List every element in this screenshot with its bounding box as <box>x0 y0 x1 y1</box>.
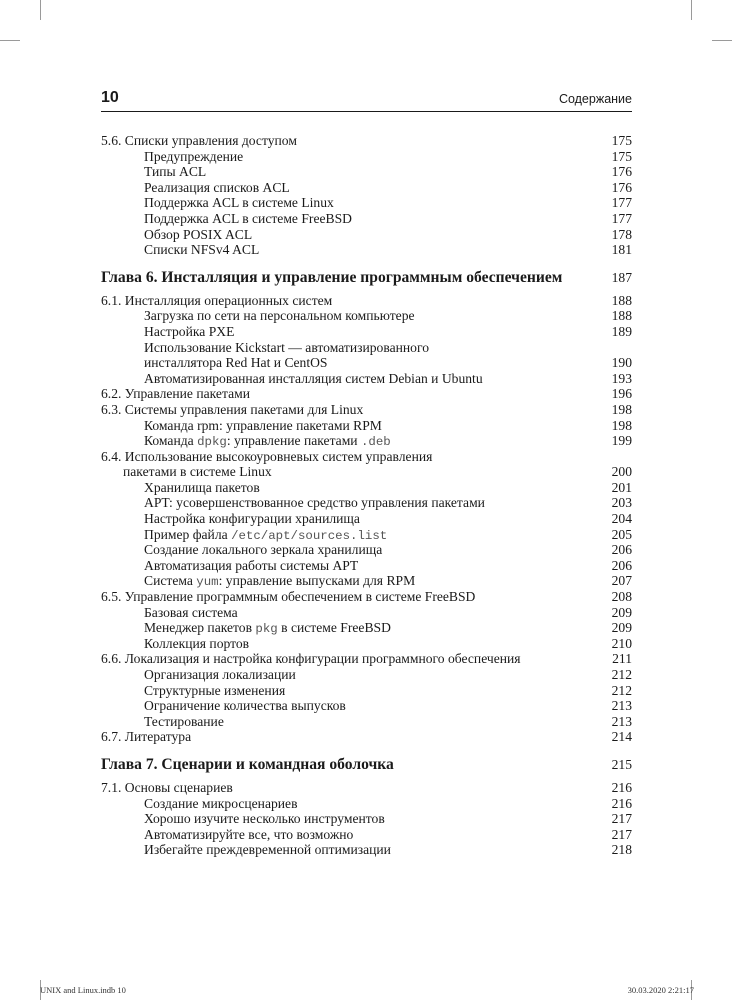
toc-page-number: 176 <box>611 179 632 195</box>
toc-page-number: 201 <box>611 479 632 495</box>
toc-entry-title: Предупреждение <box>144 148 244 164</box>
header-rule <box>101 111 632 112</box>
toc-entry-title: 7.1. Основы сценариев <box>101 779 233 795</box>
toc-entry-title: 6.6. Локализация и настройка конфигурации программного обеспечения <box>101 651 521 667</box>
toc-entry-title: Настройка конфигурации хранилища <box>144 511 360 527</box>
toc-entry-title: Хорошо изучите несколько инструментов <box>144 811 385 827</box>
toc-entry-title: 6.4. Использование высокоуровневых систем управления <box>101 448 433 464</box>
toc-subsection-entry[interactable] <box>101 195 632 211</box>
code-literal: /etc/apt/sources.list <box>231 528 388 543</box>
toc-page-number: 187 <box>611 269 632 285</box>
toc-subsection-entry[interactable] <box>101 796 632 812</box>
toc-entry-title: Глава 7. Сценарии и командная оболочка <box>101 755 394 773</box>
toc-section-entry[interactable] <box>101 402 632 418</box>
toc-entry-title: Автоматизированная инсталляция систем Debian и Ubuntu <box>144 370 483 386</box>
toc-subsection-entry[interactable] <box>101 542 632 558</box>
toc-page-number: 196 <box>611 386 632 402</box>
toc-title-text: : управление выпусками для RPM <box>218 573 416 589</box>
toc-entry-title: Избегайте преждевременной оптимизации <box>144 842 391 858</box>
toc-page-number: 189 <box>611 323 632 339</box>
toc-entry-title: Типы ACL <box>144 164 207 180</box>
toc-subsection-entry[interactable] <box>101 418 632 434</box>
toc-page-number: 198 <box>611 417 632 433</box>
toc-page-number: 178 <box>611 226 632 242</box>
toc-subsection-entry[interactable] <box>101 371 632 387</box>
toc-page-number: 208 <box>611 589 632 605</box>
toc-section-entry[interactable] <box>101 651 632 667</box>
toc-subsection-entry[interactable] <box>101 324 632 340</box>
toc-page-number: 206 <box>611 557 632 573</box>
code-literal: dpkg <box>197 435 227 450</box>
crop-mark-top-right <box>691 0 692 20</box>
toc-page-number: 210 <box>611 635 632 651</box>
toc-page-number: 188 <box>611 292 632 308</box>
toc-entry-title: 5.6. Списки управления доступом <box>101 133 297 148</box>
footer-timestamp: 30.03.2020 2:21:17 <box>627 985 694 995</box>
toc-section-entry[interactable] <box>101 729 632 745</box>
toc-entry-title: Ограничение количества выпусков <box>144 698 346 714</box>
toc-entry-title: пакетами в системе Linux <box>123 464 272 480</box>
toc-entry-title: 6.1. Инсталляция операционных систем <box>101 292 333 308</box>
toc-subsection-entry[interactable] <box>101 511 632 527</box>
toc-entry-title: Использование Kickstart — автоматизированного <box>144 339 429 355</box>
running-title: Содержание <box>558 92 632 106</box>
toc-page-number: 188 <box>611 308 632 324</box>
toc-subsection-entry[interactable] <box>101 636 632 652</box>
crop-mark-left-top <box>0 40 20 41</box>
code-literal: .deb <box>360 435 391 450</box>
toc-page-number: 176 <box>611 164 632 180</box>
toc-entry-title: Создание локального зеркала хранилища <box>144 542 383 558</box>
toc-page-number: 213 <box>611 698 632 714</box>
toc-chapter-entry[interactable] <box>101 754 632 776</box>
toc-section-entry[interactable] <box>101 780 632 796</box>
toc-title-text: : управление пакетами <box>226 433 361 449</box>
toc-page-number: 217 <box>611 811 632 827</box>
toc-page-number: 214 <box>611 729 632 745</box>
crop-mark-right-top <box>712 40 732 41</box>
toc-subsection-entry[interactable] <box>101 842 632 858</box>
toc-subsection-entry[interactable] <box>101 480 632 496</box>
toc-page-number: 181 <box>611 242 632 258</box>
toc-page-number: 213 <box>611 713 632 729</box>
crop-mark-top-left <box>40 0 41 20</box>
toc-page-number: 199 <box>611 433 632 449</box>
toc-page-number: 177 <box>611 210 632 226</box>
code-literal: pkg <box>255 622 278 637</box>
toc-section-entry[interactable] <box>101 293 632 309</box>
toc-page-number: 205 <box>611 526 632 542</box>
toc-section-entry[interactable] <box>101 133 632 149</box>
toc-page-number: 218 <box>611 842 632 858</box>
toc-page-number: 203 <box>611 495 632 511</box>
footer-file-info: UNIX and Linux.indb 10 <box>40 985 126 995</box>
toc-subsection-entry[interactable] <box>101 211 632 227</box>
toc-subsection-entry[interactable] <box>101 433 632 449</box>
toc-page-number: 175 <box>611 148 632 164</box>
toc-title-text: Команда <box>144 433 198 449</box>
toc-section-entry[interactable] <box>101 589 632 605</box>
page-number: 10 <box>101 89 119 106</box>
toc-section-entry[interactable] <box>101 449 632 465</box>
toc-entry-title: 6.2. Управление пакетами <box>101 386 250 402</box>
toc-page-number: 198 <box>611 401 632 417</box>
toc-page-number: 209 <box>611 604 632 620</box>
toc-title-text: Менеджер пакетов <box>144 620 256 636</box>
toc-subsection-entry[interactable] <box>101 527 632 543</box>
toc-subsection-entry[interactable] <box>101 227 632 243</box>
toc-entry-title: APT: усовершенствованное средство управления пакетами <box>144 495 485 511</box>
toc-subsection-entry[interactable] <box>101 714 632 730</box>
toc-page-number: 216 <box>611 795 632 811</box>
toc-entry-title: инсталлятора Red Hat и CentOS <box>144 355 328 371</box>
toc-entry-title: Организация локализации <box>144 667 296 682</box>
toc-entry-title: Настройка PXE <box>144 323 235 339</box>
toc-section-entry[interactable] <box>101 386 632 402</box>
toc-chapter-entry[interactable] <box>101 267 632 289</box>
toc-subsection-entry[interactable] <box>101 308 632 324</box>
toc-subsection-entry[interactable] <box>101 605 632 621</box>
toc-section-entry[interactable] <box>101 464 632 480</box>
toc-subsection-entry[interactable] <box>101 683 632 699</box>
toc-subsection-entry[interactable] <box>101 558 632 574</box>
toc-page-number: 212 <box>611 667 632 682</box>
toc-entry-title: 6.7. Литература <box>101 729 192 745</box>
toc-page-number: 206 <box>611 542 632 558</box>
toc-subsection-entry[interactable] <box>101 620 632 636</box>
toc-entry-title: Базовая система <box>144 604 238 620</box>
toc-subsection-entry[interactable] <box>101 698 632 714</box>
toc-entry-title: Коллекция портов <box>144 635 250 651</box>
toc-subsection-entry[interactable] <box>101 242 632 258</box>
toc-page-number: 215 <box>611 756 632 772</box>
toc-subsection-entry[interactable] <box>101 495 632 511</box>
toc-entry-title: Автоматизация работы системы APT <box>144 557 359 573</box>
toc-subsection-entry[interactable] <box>101 667 632 683</box>
toc-page-number: 207 <box>611 573 632 589</box>
toc-page-number: 216 <box>611 779 632 795</box>
toc-page-number: 200 <box>611 464 632 480</box>
toc-subsection-entry[interactable] <box>101 355 632 371</box>
toc-subsection-entry[interactable] <box>101 811 632 827</box>
toc-entry-title: Обзор POSIX ACL <box>144 226 253 242</box>
toc-entry-title: Автоматизируйте все, что возможно <box>144 826 354 842</box>
toc-title-text: Система <box>144 573 197 589</box>
toc-subsection-entry[interactable] <box>101 340 632 356</box>
toc-page-number: 190 <box>611 355 632 371</box>
table-of-contents <box>101 133 632 858</box>
toc-subsection-entry[interactable] <box>101 180 632 196</box>
page-header <box>101 88 632 112</box>
toc-subsection-entry[interactable] <box>101 149 632 165</box>
toc-entry-title: 6.5. Управление программным обеспечением в системе FreeBSD <box>101 589 476 605</box>
toc-subsection-entry[interactable] <box>101 164 632 180</box>
toc-page-number: 193 <box>611 370 632 386</box>
toc-page-number: 177 <box>611 195 632 211</box>
toc-entry-title: Создание микросценариев <box>144 795 298 811</box>
toc-page-number: 212 <box>611 682 632 698</box>
toc-title-text: Пример файла <box>144 526 232 542</box>
toc-entry-title: Глава 6. Инсталляция и управление программным обеспечением <box>101 268 563 286</box>
toc-title-text: в системе FreeBSD <box>277 620 391 636</box>
toc-subsection-entry[interactable] <box>101 573 632 589</box>
toc-subsection-entry[interactable] <box>101 827 632 843</box>
toc-page-number: 211 <box>612 651 632 667</box>
toc-entry-title: Поддержка ACL в системе Linux <box>144 195 334 211</box>
toc-page-number: 204 <box>611 511 632 527</box>
toc-entry-title: Списки NFSv4 ACL <box>144 242 260 258</box>
toc-page-number: 209 <box>611 620 632 636</box>
toc-entry-title: Структурные изменения <box>144 682 286 698</box>
toc-entry-title: Команда rpm: управление пакетами RPM <box>144 417 382 433</box>
toc-entry-title: Загрузка по сети на персональном компьютере <box>144 308 415 324</box>
toc-entry-title: Тестирование <box>144 713 224 729</box>
toc-entry-title: Реализация списков ACL <box>144 179 290 195</box>
toc-page-number: 217 <box>611 826 632 842</box>
toc-page-number: 175 <box>611 133 632 148</box>
toc-entry-title: Поддержка ACL в системе FreeBSD <box>144 210 352 226</box>
code-literal: yum <box>196 575 219 590</box>
toc-entry-title: Хранилища пакетов <box>144 479 260 495</box>
toc-entry-title: 6.3. Системы управления пакетами для Linux <box>101 401 364 417</box>
